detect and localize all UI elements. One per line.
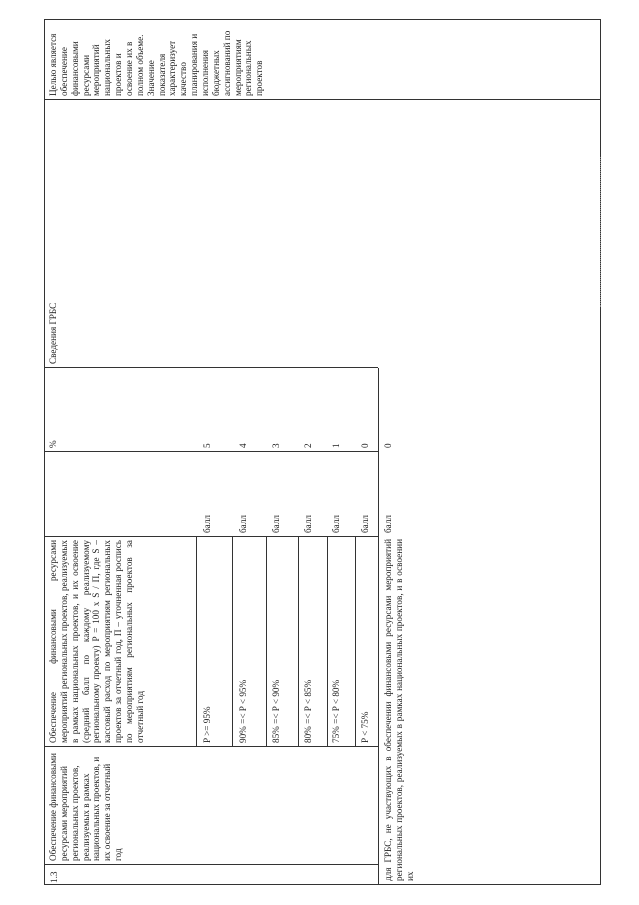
scale-unit: балл (238, 514, 248, 533)
scale-score: 4 (238, 443, 248, 448)
scan-artifact (600, 157, 607, 307)
scale-condition: 75% =< P < 80% (331, 679, 341, 743)
scale-unit: балл (271, 514, 281, 533)
footer-score: 0 (383, 443, 393, 448)
scale-score: 1 (331, 443, 341, 448)
scale-condition: 85% =< P < 90% (271, 679, 281, 743)
scale-sep-4 (298, 536, 299, 747)
footer-condition: для ГРБС, не участвующих в обеспечении финансовыми ресурсами мероприятий региональных проектов, реализуемых в рамках национальных проектов, и в освоении их (383, 539, 415, 881)
scale-sep-6 (355, 536, 356, 747)
formula-text: Обеспечение финансовыми ресурсами мероприятий региональных проектов, реализуемых в рамках национальных проектов, и их освоение (средний балл по каждому реализуемому региональному проекту) P = 100 x S / П, где S – кассовый расход по мероприятиям региональных проектов за отчетный год, П – уточненная роспись по мероприятиям региональных проектов за отчетный год (48, 540, 145, 743)
indicator-purpose: Целью является обеспечение финансовыми ресурсами мероприятий национальных проектов и освоение их в полном объеме. Значение показателя характеризует качество планирования и исполнения бюджетных ассигнований по мероприятиям региональных проектов (48, 30, 265, 96)
table-top-border (44, 19, 45, 885)
scale-score: 0 (360, 443, 370, 448)
scale-condition: 80% =< P < 85% (303, 679, 313, 743)
table-bottom-border (600, 19, 601, 885)
col-sep-source (44, 99, 601, 100)
footer-unit: балл (383, 514, 393, 533)
scale-score: 3 (271, 443, 281, 448)
scale-condition: P >= 95% (202, 706, 212, 743)
scale-sep-3 (266, 536, 267, 747)
scale-unit: балл (360, 514, 370, 533)
col-sep-score (44, 367, 378, 368)
scale-score: 5 (202, 443, 212, 448)
scale-unit: балл (303, 514, 313, 533)
scale-condition: 90% =< P < 95% (238, 679, 248, 743)
data-source: Сведения ГРБС (48, 302, 58, 364)
scale-sep-2 (232, 536, 233, 747)
scale-unit: балл (202, 514, 212, 533)
scale-unit: балл (331, 514, 341, 533)
indicator-name: Обеспечение финансовыми ресурсами мероприятий региональных проектов, реализуемых в рамках национальных проектов, и их освоение за отчетный год (48, 753, 124, 861)
scale-condition: P < 75% (360, 711, 370, 743)
unit-percent: % (48, 440, 58, 448)
scale-score: 2 (303, 443, 313, 448)
col-sep-unit (44, 451, 378, 452)
table-left-border (44, 884, 601, 885)
table-right-border (44, 19, 601, 20)
scale-sep-1 (196, 536, 197, 747)
row-number: 1.3 (49, 871, 59, 883)
scale-sep-5 (327, 536, 328, 747)
row-sep-footer (378, 368, 379, 885)
col-sep-number (44, 864, 378, 865)
